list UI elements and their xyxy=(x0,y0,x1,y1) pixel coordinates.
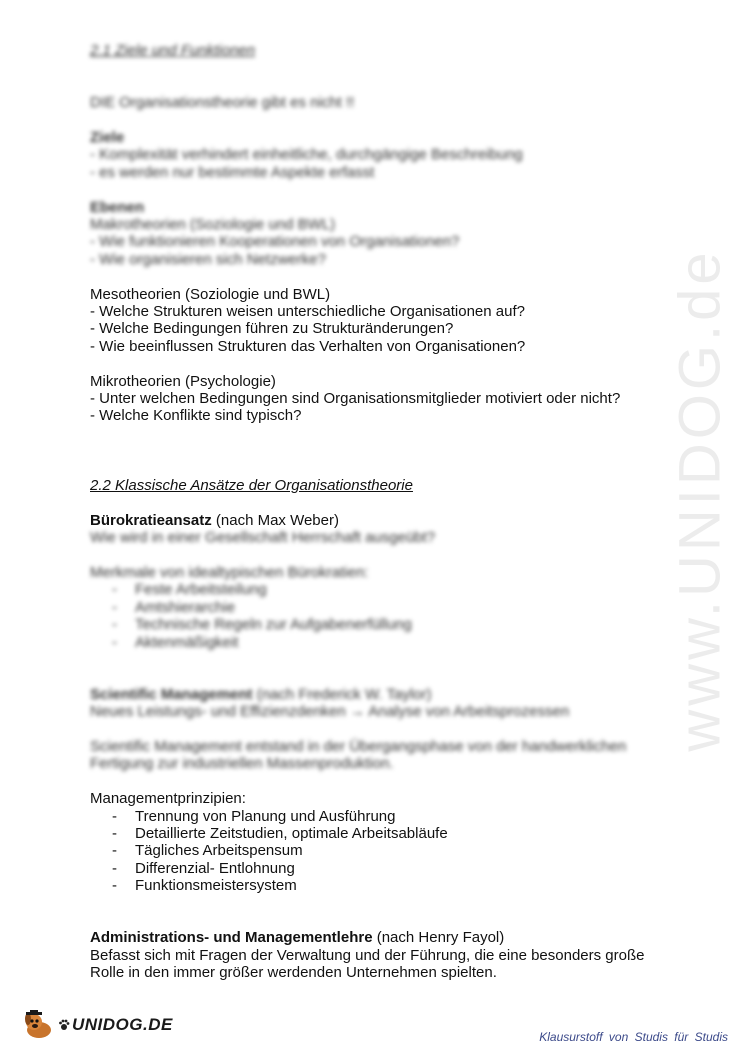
bullet-dash: - xyxy=(112,616,117,634)
management-item xyxy=(90,877,690,894)
paw-icon xyxy=(58,1019,70,1031)
bullet-dash: - xyxy=(112,877,117,895)
scientific-title-bold: Scientific Management xyxy=(90,685,253,703)
blurred-preview-section xyxy=(90,42,690,268)
merkmale-item-label: Aktenmäßigkeit xyxy=(135,633,239,651)
scientific-paragraph: Scientific Management entstand in der Übergangsphase von der handwerklichen xyxy=(90,738,627,756)
merkmale-item xyxy=(90,616,690,633)
watermark: www.UNIDOG.de xyxy=(667,248,733,752)
document-page xyxy=(90,42,690,982)
bullet-dash: - xyxy=(112,859,117,877)
scientific-paragraph: Fertigung zur industriellen Massenproduktion. xyxy=(90,755,394,773)
ziele-item: - es werden nur bestimmte Aspekte erfasst xyxy=(90,163,375,181)
buerokratie-question: Wie wird in einer Gesellschaft Herrschaft ausgeübt? xyxy=(90,529,436,547)
blurred-buerokratie-details xyxy=(90,529,690,773)
footer-tagline: Klausurstoff von Studis für Studis xyxy=(539,1030,728,1044)
scientific-subline: Neues Leistungs- und Effizienzdenken → Analyse von Arbeitsprozessen xyxy=(90,703,570,721)
admin-text: Rolle in den immer größer werdenden Unternehmen spielten. xyxy=(90,964,497,982)
scientific-title xyxy=(90,686,690,703)
intro-text: DIE Organisationstheorie gibt es nicht !! xyxy=(90,94,355,112)
makro-item: - Wie organisieren sich Netzwerke? xyxy=(90,250,326,268)
bullet-dash: - xyxy=(112,598,117,616)
merkmale-item xyxy=(90,581,690,598)
bullet-dash: - xyxy=(112,807,117,825)
merkmale-item xyxy=(90,634,690,651)
admin-title-bold: Administrations- und Managementlehre xyxy=(90,929,373,947)
admin-text: Befasst sich mit Fragen der Verwaltung und der Führung, die eine besonders große xyxy=(90,946,645,964)
mikro-title: Mikrotheorien (Psychologie) xyxy=(90,372,276,390)
dog-mascot-icon xyxy=(22,1010,56,1040)
merkmale-item-label: Feste Arbeitsteilung xyxy=(135,581,267,599)
management-item xyxy=(90,860,690,877)
management-item-label: Tägliches Arbeitspensum xyxy=(135,842,303,860)
management-item-label: Differenzial- Entlohnung xyxy=(135,859,295,877)
buerokratie-title xyxy=(90,512,690,529)
management-item-label: Funktionsmeistersystem xyxy=(135,877,297,895)
management-item-label: Detaillierte Zeitstudien, optimale Arbeitsabläufe xyxy=(135,825,448,843)
scientific-title-rest: (nach Frederick W. Taylor) xyxy=(252,685,432,703)
bullet-dash: - xyxy=(112,825,117,843)
ziele-title: Ziele xyxy=(90,128,125,146)
management-title: Managementprinzipien: xyxy=(90,790,246,808)
buerokratie-title-bold: Bürokratieansatz xyxy=(90,511,212,529)
meso-item: - Welche Bedingungen führen zu Strukturänderungen? xyxy=(90,320,454,338)
bullet-dash: - xyxy=(112,581,117,599)
unidog-logo[interactable] xyxy=(22,1010,173,1040)
meso-item: - Wie beeinflussen Strukturen das Verhalten von Organisationen? xyxy=(90,337,526,355)
bullet-dash: - xyxy=(112,842,117,860)
section-heading-2-2: 2.2 Klassische Ansätze der Organisationstheorie xyxy=(90,477,413,495)
meso-title: Mesotheorien (Soziologie und BWL) xyxy=(90,285,331,303)
buerokratie-title-rest: (nach Max Weber) xyxy=(211,511,339,529)
makro-title: Makrotheorien (Soziologie und BWL) xyxy=(90,216,336,233)
admin-title-rest: (nach Henry Fayol) xyxy=(372,929,505,947)
mikro-item: - Unter welchen Bedingungen sind Organisationsmitglieder motiviert oder nicht? xyxy=(90,390,621,408)
makro-item: - Wie funktionieren Kooperationen von Organisationen? xyxy=(90,233,460,251)
management-item xyxy=(90,808,690,825)
ziele-item: - Komplexität verhindert einheitliche, durchgängige Beschreibung xyxy=(90,146,523,164)
merkmale-item-label: Amtshierarchie xyxy=(135,598,236,616)
management-item-label: Trennung von Planung und Ausführung xyxy=(135,807,396,825)
ebenen-title: Ebenen xyxy=(90,198,145,216)
bullet-dash: - xyxy=(112,633,117,651)
management-item xyxy=(90,825,690,842)
admin-title xyxy=(90,929,690,946)
logo-text: UNIDOG.DE xyxy=(72,1015,173,1034)
merkmale-title: Merkmale von idealtypischen Bürokratien: xyxy=(90,564,369,582)
merkmale-item-label: Technische Regeln zur Aufgabenerfüllung xyxy=(135,616,412,634)
mikro-item: - Welche Konflikte sind typisch? xyxy=(90,407,302,425)
management-item xyxy=(90,842,690,859)
section-heading-2-1: 2.1 Ziele und Funktionen xyxy=(90,42,256,59)
merkmale-item xyxy=(90,599,690,616)
meso-item: - Welche Strukturen weisen unterschiedliche Organisationen auf? xyxy=(90,303,525,321)
